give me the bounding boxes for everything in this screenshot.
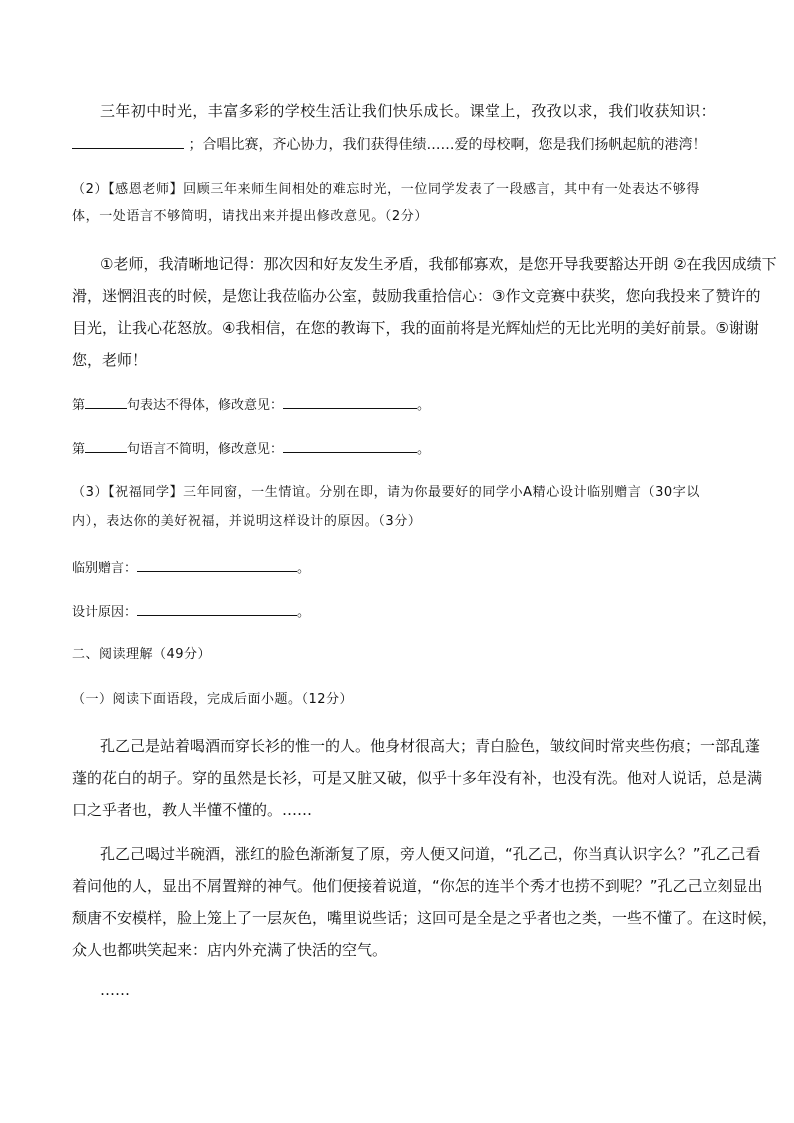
revision-blank-1[interactable] <box>283 394 417 409</box>
reading-line-5: 着问他的人，显出不屑置辩的神气。他们便接着说道，“你怎的连半个秀才也捞不到呢？”孔乙己立刻显出 <box>72 877 763 895</box>
answer-row-1-label: 句表达不得体，修改意见： <box>127 398 284 413</box>
reason-end: 。 <box>297 605 311 620</box>
answer-row-2-prefix: 第 <box>72 442 86 457</box>
farewell-label: 临别赠言： <box>72 561 138 576</box>
speech-line-4: 您，老师！ <box>72 351 148 369</box>
reading-line-4: 孔乙己喝过半碗酒，涨红的脸色渐渐复了原，旁人便又问道，“孔乙己，你当真认识字么？”孔乙己看 <box>100 845 761 863</box>
answer-row-2-label: 句语言不简明，修改意见： <box>127 442 284 457</box>
q2-heading-2: 体，一处语言不够简明，请找出来并提出修改意见。（2分） <box>72 209 428 224</box>
reading-ellipsis: …… <box>100 981 130 999</box>
answer-row-1-end: 。 <box>417 398 431 413</box>
q2-heading-1: （2）【感恩老师】回顾三年来师生间相处的难忘时光，一位同学发表了一段感言，其中有一处表达不够得 <box>72 182 700 197</box>
sentence-number-blank-2[interactable] <box>85 438 127 453</box>
reason-blank[interactable] <box>137 601 297 616</box>
reason-field <box>72 601 310 623</box>
reading-line-2: 蓬的花白的胡子。穿的虽然是长衫，可是又脏又破，似乎十多年没有补，也没有洗。他对人说话，总是满 <box>72 769 763 787</box>
answer-row-1-prefix: 第 <box>72 398 86 413</box>
reading-line-3: 口之乎者也，教人半懂不懂的。…… <box>72 801 313 819</box>
part2-subtitle: （一）阅读下面语段，完成后面小题。（12分） <box>72 692 354 707</box>
intro-line-2-text: ；合唱比赛，齐心协力，我们获得佳绩……爱的母校啊，您是我们扬帆起航的港湾！ <box>188 137 707 153</box>
intro-line-2 <box>72 134 706 155</box>
q3-heading-2: 内），表达你的美好祝福，并说明这样设计的原因。（3分） <box>72 514 422 529</box>
farewell-blank[interactable] <box>137 557 297 572</box>
sentence-number-blank-1[interactable] <box>85 394 127 409</box>
reading-line-7: 众人也都哄笑起来：店内外充满了快活的空气。 <box>72 941 388 959</box>
reading-line-1: 孔乙己是站着喝酒而穿长衫的惟一的人。他身材很高大；青白脸色，皱纹间时常夹些伤痕；一部乱蓬 <box>100 737 761 755</box>
farewell-field <box>72 557 310 579</box>
farewell-end: 。 <box>297 561 311 576</box>
q3-heading-1: （3）【祝福同学】三年同窗，一生情谊。分别在即，请为你最要好的同学小A精心设计临别赠言（30字以 <box>72 485 701 500</box>
answer-blank[interactable] <box>72 134 184 149</box>
revision-blank-2[interactable] <box>283 438 417 453</box>
part2-title: 二、阅读理解（49分） <box>72 647 212 662</box>
reading-line-6: 颓唐不安模样，脸上笼上了一层灰色，嘴里说些话；这回可是全是之乎者也之类，一些不懂了。在这时候， <box>72 909 778 927</box>
speech-line-1: ①老师，我清晰地记得：那次因和好友发生矛盾，我郁郁寡欢，是您开导我要豁达开朗 ②在我因成绩下 <box>100 255 777 273</box>
speech-line-3: 目光，让我心花怒放。④我相信，在您的教诲下，我的面前将是光辉灿烂的无比光明的美好前景。⑤谢谢 <box>72 319 759 337</box>
answer-row-2-end: 。 <box>417 442 431 457</box>
reason-label: 设计原因： <box>72 605 138 620</box>
answer-row-1 <box>72 394 430 416</box>
intro-line-1: 三年初中时光，丰富多彩的学校生活让我们快乐成长。课堂上，孜孜以求，我们收获知识： <box>100 102 717 120</box>
answer-row-2 <box>72 438 430 460</box>
speech-line-2: 滑，迷惘沮丧的时候，是您让我莅临办公室，鼓励我重拾信心：③作文竞赛中获奖，您向我投来了赞许的 <box>72 287 761 305</box>
